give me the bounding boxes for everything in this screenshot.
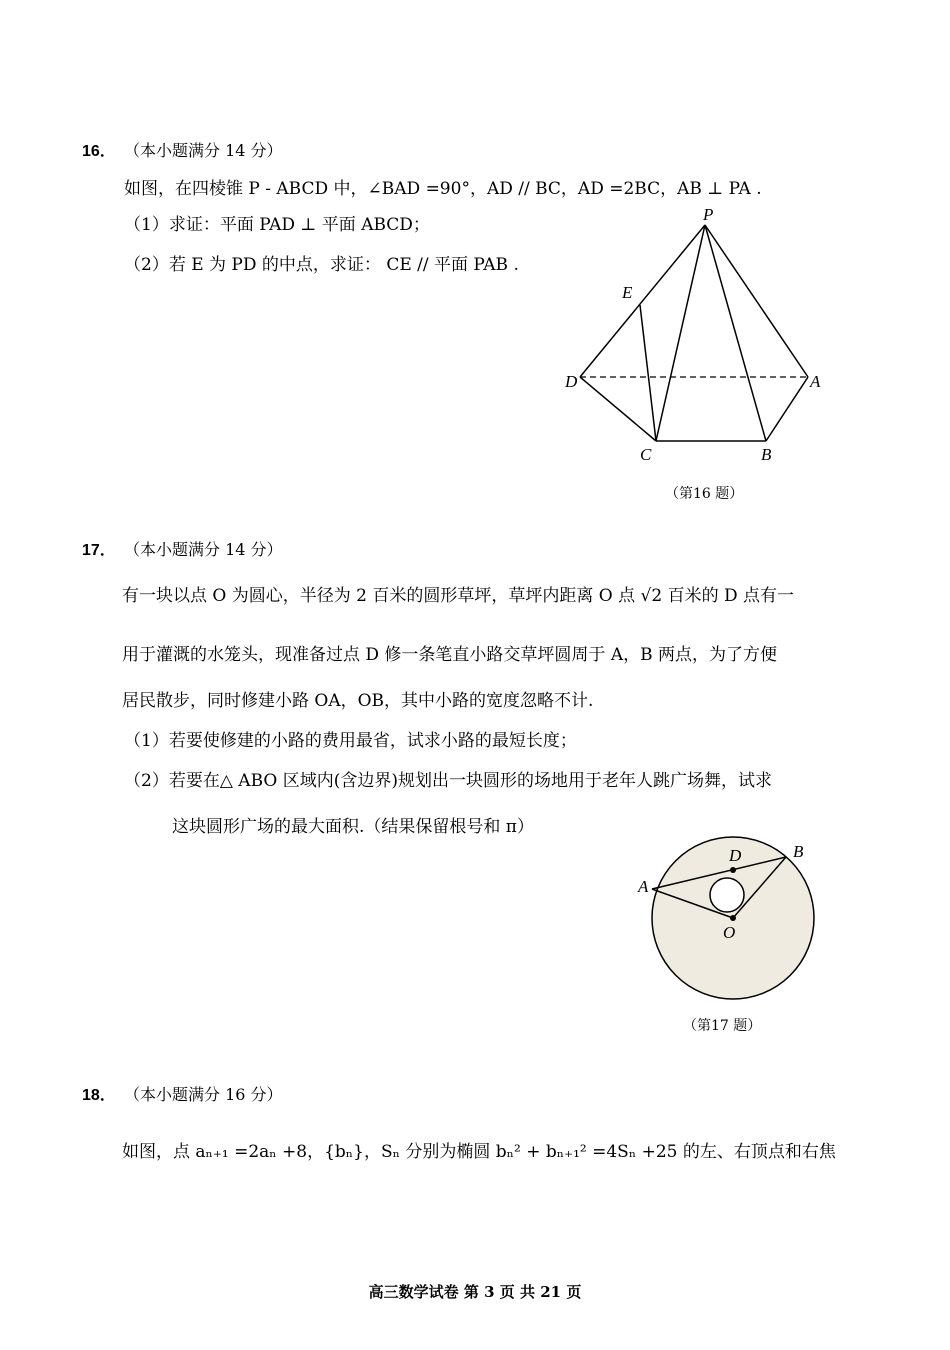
q17-number: 17．	[82, 542, 116, 559]
edge-PC	[656, 225, 705, 441]
edge-PD	[580, 225, 705, 377]
q16-part2: （2）若 E 为 PD 的中点，求证： CE // 平面 PAB .	[124, 255, 519, 275]
q17-part2-line2: 这块圆形广场的最大面积.（结果保留根号和 π）	[172, 817, 534, 837]
segment-EC	[640, 305, 656, 441]
edge-PB	[705, 225, 766, 441]
label-O: O	[723, 923, 736, 942]
label-P: P	[703, 205, 714, 224]
q17-paragraph-line3: 居民散步，同时修建小路 OA，OB，其中小路的宽度忽略不计.	[122, 691, 594, 711]
label-D: D	[565, 372, 578, 391]
label-A: A	[810, 372, 821, 391]
q18-number: 18．	[82, 1087, 116, 1104]
q17-paragraph-line2: 用于灌溉的水笼头，现准备过点 D 修一条笔直小路交草坪圆周于 A，B 两点，为了方便	[122, 645, 778, 665]
page-footer: 高三数学试卷 第 3 页 共 21 页	[368, 1283, 582, 1301]
point-O	[730, 915, 736, 921]
label-D: D	[729, 846, 742, 865]
q16-header: （本小题满分 14 分）	[124, 141, 283, 160]
inscribed-circle	[710, 878, 744, 912]
label-E: E	[622, 283, 633, 302]
q17-caption: （第17 题）	[683, 1018, 762, 1034]
q16-number: 16．	[82, 143, 116, 160]
q17-part2-line1: （2）若要在△ ABO 区域内(含边界)规划出一块圆形的场地用于老年人跳广场舞，试求	[124, 771, 772, 791]
q17-part1: （1）若要使修建的小路的费用最省，试求小路的最短长度；	[124, 731, 577, 751]
label-B: B	[793, 842, 804, 861]
label-C: C	[640, 445, 652, 464]
edge-DC	[580, 377, 656, 441]
q17-header: （本小题满分 14 分）	[124, 540, 283, 559]
q17-circle-figure	[630, 832, 830, 1012]
edge-PA	[705, 225, 808, 377]
q16-pyramid-figure	[555, 200, 835, 470]
q16-part1: （1）求证：平面 PAD ⊥ 平面 ABCD；	[124, 215, 430, 235]
q16-caption: （第16 题）	[665, 486, 744, 502]
q18-stem: 如图，点 aₙ₊₁ =2aₙ +8，{bₙ}，Sₙ 分别为椭圆 bₙ² + bₙ₊₁² =4Sₙ +25 的左、右顶点和右焦	[122, 1142, 836, 1162]
q16-stem: 如图，在四棱锥 P - ABCD 中，∠BAD =90°，AD // BC，AD =2BC，AB ⊥ PA .	[124, 179, 762, 199]
q18-header: （本小题满分 16 分）	[124, 1085, 283, 1104]
label-B: B	[761, 445, 772, 464]
q17-paragraph-line1: 有一块以点 O 为圆心，半径为 2 百米的圆形草坪，草坪内距离 O 点 √2 百米的 D 点有一	[122, 586, 795, 606]
label-A: A	[638, 877, 649, 896]
point-D	[730, 867, 736, 873]
edge-BA	[766, 377, 808, 441]
